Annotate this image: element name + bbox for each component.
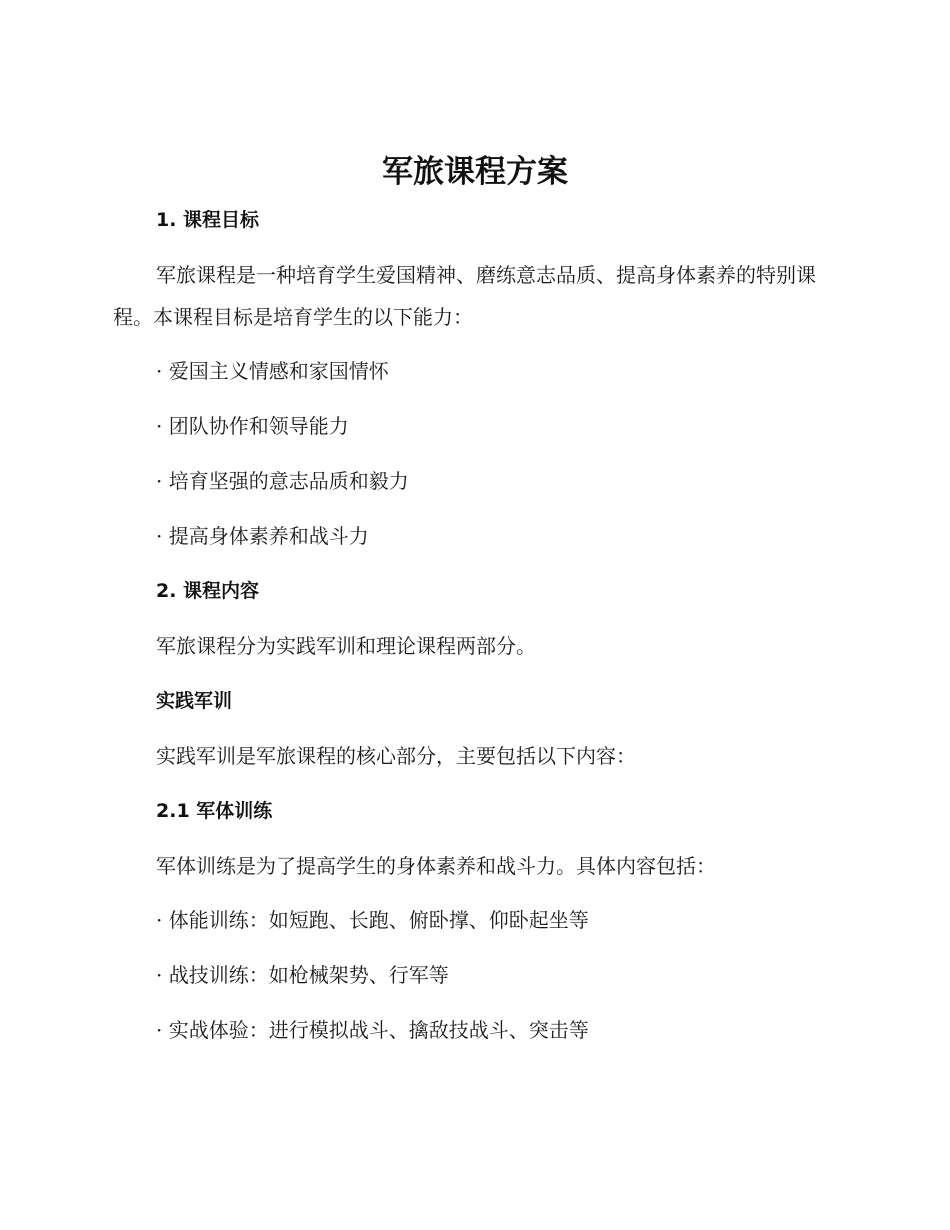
section-2-1-bullet-1: · 体能训练：如短跑、长跑、俯卧撑、仰卧起坐等 [156,908,589,932]
section-2-1-heading: 2.1 军体训练 [156,800,273,822]
practice-training-heading: 实践军训 [156,690,233,712]
practice-training-paragraph: 实践军训是军旅课程的核心部分，主要包括以下内容： [156,744,636,768]
section-2-1-bullet-3: · 实战体验：进行模拟战斗、擒敌技战斗、突击等 [156,1018,589,1042]
section-2-1-paragraph: 军体训练是为了提高学生的身体素养和战斗力。具体内容包括： [156,854,716,878]
section-2-heading: 2. 课程内容 [156,580,260,602]
section-1-bullet-1: · 爱国主义情感和家国情怀 [156,359,389,383]
section-1-paragraph: 军旅课程是一种培育学生爱国精神、磨练意志品质、提高身体素养的特别课程。本课程目标是培育学生的以下能力： [113,263,816,329]
document-title: 军旅课程方案 [382,154,568,190]
section-2-paragraph: 军旅课程分为实践军训和理论课程两部分。 [156,634,536,658]
section-1-bullet-4: · 提高身体素养和战斗力 [156,524,369,548]
section-1-bullet-3: · 培育坚强的意志品质和毅力 [156,469,409,493]
section-1-heading: 1. 课程目标 [156,209,260,231]
section-2-1-bullet-2: · 战技训练：如枪械架势、行军等 [156,963,449,987]
section-1-bullet-2: · 团队协作和领导能力 [156,414,349,438]
